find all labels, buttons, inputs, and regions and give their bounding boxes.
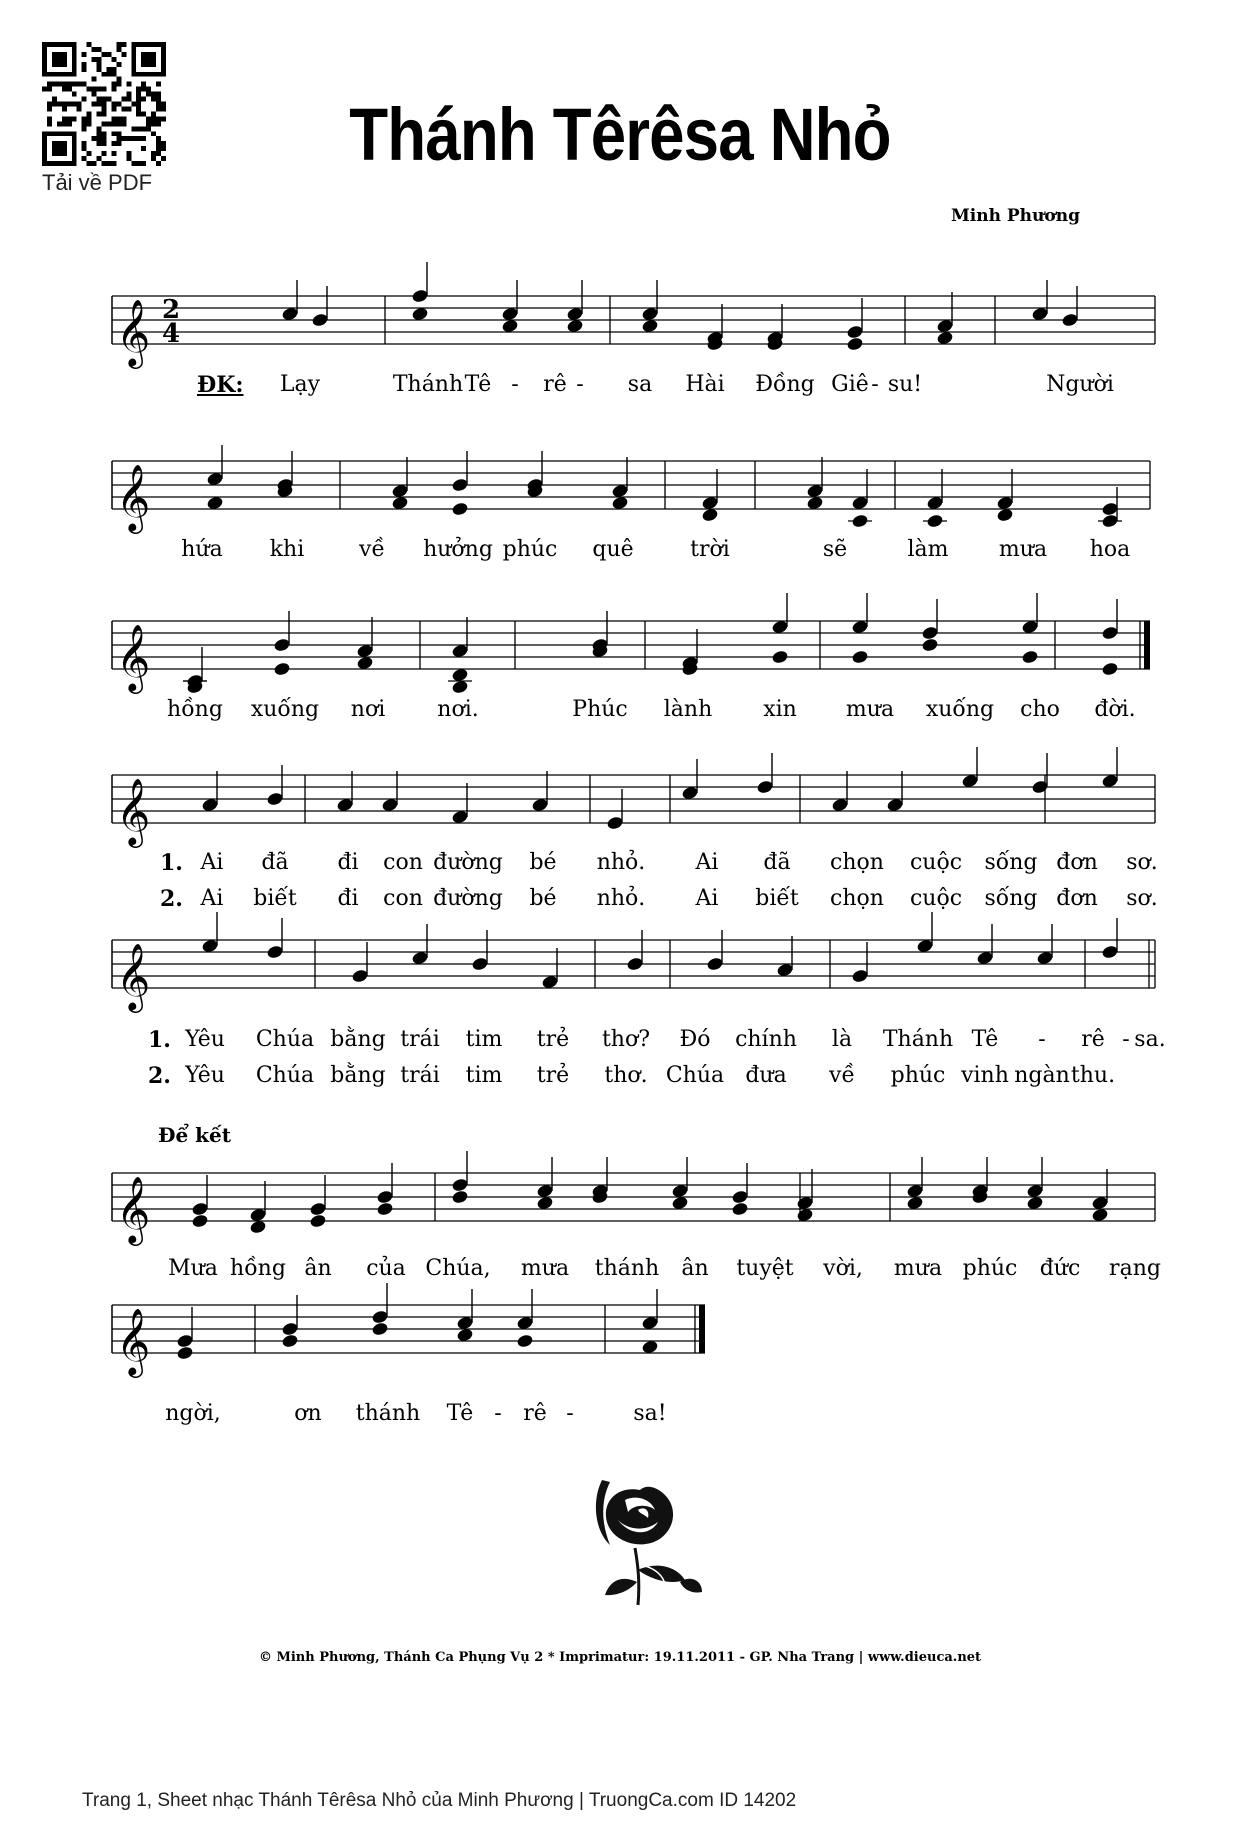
lyric-syllable: - <box>576 372 584 397</box>
lyric-syllable: trời <box>690 537 730 562</box>
notehead <box>451 1189 469 1204</box>
notehead <box>1101 501 1119 516</box>
lyric-syllable: khi <box>269 537 305 562</box>
lyric-syllable: Ai <box>200 886 224 911</box>
lyric-syllable: mưa <box>893 1256 943 1281</box>
rose-illustration <box>580 1470 710 1610</box>
lyric-syllable: đi <box>337 850 359 875</box>
lyric-syllable: rê <box>523 1401 547 1426</box>
notehead <box>309 1213 327 1228</box>
notehead <box>266 791 284 806</box>
lyric-syllable: hưởng <box>423 537 493 562</box>
lyric-syllable: rê <box>1081 1027 1105 1052</box>
lyric-syllable: Tê <box>464 372 492 397</box>
notehead <box>191 1213 209 1228</box>
lyric-syllable: phúc <box>890 1063 946 1088</box>
lyric-syllable: chọn <box>830 850 884 875</box>
song-title: Thánh Têrêsa Nhỏ <box>349 93 891 176</box>
notehead <box>176 1333 194 1348</box>
treble-clef-icon: 𝄞 <box>116 1307 151 1375</box>
staff-system <box>112 1173 1155 1221</box>
notehead <box>281 1333 299 1348</box>
lyric-syllable: bé <box>529 850 557 875</box>
staff-system <box>112 296 1155 344</box>
notehead <box>1061 312 1079 327</box>
time-signature-top: 2 <box>162 295 181 325</box>
notehead <box>411 288 429 303</box>
lyric-syllable: mưa <box>520 1256 570 1281</box>
lyric-syllable: Tê <box>446 1401 474 1426</box>
lyric-syllable: - <box>566 1401 574 1426</box>
lyric-syllable: Ai <box>200 850 224 875</box>
lyric-syllable: Ai <box>695 850 719 875</box>
final-barline-thick <box>1144 621 1150 669</box>
lyric-syllable: thơ? <box>601 1027 651 1052</box>
lyric-syllable: Tê <box>971 1027 999 1052</box>
lyric-syllable: hồng <box>167 697 223 722</box>
lyric-syllable: tuyệt <box>736 1256 794 1281</box>
lyric-syllable: đi <box>337 886 359 911</box>
lyric-syllable: mưa <box>845 697 895 722</box>
lyric-syllable: đức <box>1039 1256 1081 1281</box>
lyric-syllable: rạng <box>1109 1256 1161 1281</box>
lyric-syllable: - <box>494 1401 502 1426</box>
page-footer[interactable]: Trang 1, Sheet nhạc Thánh Têrêsa Nhỏ của Minh Phương | TruongCa.com ID 14202 <box>82 1790 797 1811</box>
notehead <box>1021 649 1039 664</box>
lyric-syllable: bằng <box>330 1063 386 1088</box>
notehead <box>281 1321 299 1336</box>
lyric-syllable: Đồng <box>755 372 815 397</box>
verse-number: 2. <box>160 886 183 912</box>
lyric-syllable: hồng <box>230 1256 286 1281</box>
lyric-syllable: đã <box>763 850 791 875</box>
lyric-syllable: nơi <box>350 697 386 722</box>
notehead <box>176 1345 194 1360</box>
lyric-syllable: thơ. <box>604 1063 648 1088</box>
lyric-syllable: sống <box>984 886 1038 911</box>
lyric-syllable: của <box>366 1256 406 1281</box>
lyric-syllable: - <box>871 372 879 397</box>
lyric-syllable: sơ. <box>1126 850 1158 875</box>
notehead <box>771 649 789 664</box>
lyric-syllable: cho <box>1020 697 1060 722</box>
lyric-syllable: mưa <box>998 537 1048 562</box>
lyric-syllable: Chúa, <box>425 1256 491 1281</box>
lyric-syllable: cuộc <box>909 850 963 875</box>
lyric-syllable: phúc <box>962 1256 1018 1281</box>
lyric-syllable: lành <box>663 697 713 722</box>
staff-system <box>112 1305 705 1353</box>
lyric-syllable: tim <box>465 1027 503 1052</box>
notehead <box>921 637 939 652</box>
lyric-syllable: biết <box>253 886 297 911</box>
lyric-syllable: đường <box>433 850 503 875</box>
lyric-syllable: chính <box>735 1027 797 1052</box>
lyric-syllable: hứa <box>181 537 223 562</box>
lyric-syllable: sa! <box>633 1401 667 1426</box>
final-barline-thick <box>699 1305 705 1353</box>
lyric-syllable: nhỏ. <box>596 850 646 875</box>
lyric-syllable: Yêu <box>185 1027 225 1052</box>
lyric-syllable: xuống <box>250 697 320 722</box>
lyric-syllable: hoa <box>1089 537 1131 562</box>
lyric-syllable: su! <box>887 372 923 397</box>
staff-system <box>112 621 1150 669</box>
lyric-syllable: thánh <box>355 1401 421 1426</box>
lyric-syllable: nhỏ. <box>596 886 646 911</box>
lyric-syllable: Yêu <box>185 1063 225 1088</box>
lyric-syllable: cuộc <box>909 886 963 911</box>
lyric-syllable: thu. <box>1070 1063 1116 1088</box>
lyric-syllable: Hài <box>685 372 725 397</box>
notehead <box>846 324 864 339</box>
lyric-syllable: đã <box>261 850 289 875</box>
lyric-syllable: trẻ <box>536 1063 570 1088</box>
lyric-syllable: vinh <box>961 1063 1009 1088</box>
lyric-syllable: về <box>359 537 385 562</box>
notehead <box>273 637 291 652</box>
lyric-syllable: con <box>383 850 423 875</box>
lyric-syllable: quê <box>592 537 634 562</box>
notehead <box>1031 779 1049 794</box>
lyric-syllable: Phúc <box>572 697 628 722</box>
lyric-syllable: Thánh <box>392 372 464 397</box>
lyric-syllable: ân <box>681 1256 709 1281</box>
notehead <box>351 968 369 983</box>
lyric-syllable: Mưa <box>168 1256 218 1281</box>
copyright-notice: © Minh Phương, Thánh Ca Phụng Vụ 2 * Imprimatur: 19.11.2011 - GP. Nha Trang | www.dieuca.net <box>258 1650 982 1665</box>
lyric-syllable: về <box>829 1063 855 1088</box>
lyric-syllable: sống <box>984 850 1038 875</box>
lyric-syllable: Chúa <box>665 1063 725 1088</box>
treble-clef-icon: 𝄞 <box>116 1175 151 1243</box>
lyric-syllable: đơn <box>1056 886 1098 911</box>
download-pdf-link[interactable]: Tải về PDF <box>42 170 153 195</box>
notehead <box>376 1189 394 1204</box>
lyric-syllable: - <box>1122 1027 1130 1052</box>
lyric-syllable: chọn <box>830 886 884 911</box>
notehead <box>851 968 869 983</box>
verse-number: 1. <box>160 850 183 876</box>
notehead <box>851 649 869 664</box>
notehead <box>626 956 644 971</box>
notehead <box>191 1201 209 1216</box>
notehead <box>1101 625 1119 640</box>
lyric-syllable: Thánh <box>882 1027 954 1052</box>
lyric-syllable: xin <box>763 697 797 722</box>
lyric-syllable: đơn <box>1056 850 1098 875</box>
lyric-syllable: - <box>1038 1027 1046 1052</box>
notehead <box>731 1189 749 1204</box>
lyric-syllable: sẽ <box>822 537 848 562</box>
lyric-syllable: ngời, <box>165 1401 221 1426</box>
verse-number: 2. <box>148 1063 171 1089</box>
notehead <box>309 1201 327 1216</box>
lyric-syllable: biết <box>755 886 799 911</box>
notehead <box>471 956 489 971</box>
lyric-syllable: ơn <box>294 1401 322 1426</box>
chorus-label: ĐK: <box>197 372 244 398</box>
lyric-syllable: - <box>511 372 519 397</box>
lyric-syllable: trái <box>400 1063 440 1088</box>
notehead <box>376 1201 394 1216</box>
time-signature-bottom: 4 <box>162 319 181 349</box>
composer-name: Minh Phương <box>950 206 1080 226</box>
lyric-syllable: trái <box>400 1027 440 1052</box>
lyric-syllable: đường <box>433 886 503 911</box>
notehead <box>371 1321 389 1336</box>
notehead <box>311 312 329 327</box>
lyric-syllable: phúc <box>502 537 558 562</box>
lyric-syllable: Đó <box>679 1027 711 1052</box>
lyric-syllable: rê <box>543 372 567 397</box>
lyric-syllable: nơi. <box>437 697 479 722</box>
coda-label: Để kết <box>158 1123 231 1147</box>
lyric-syllable: tim <box>465 1063 503 1088</box>
notehead <box>451 477 469 492</box>
lyric-syllable: đưa <box>745 1063 787 1088</box>
lyric-syllable: Người <box>1046 372 1114 397</box>
notehead <box>1101 944 1119 959</box>
notehead <box>1101 661 1119 676</box>
notehead <box>451 501 469 516</box>
notehead <box>516 1333 534 1348</box>
treble-clef-icon: 𝄞 <box>116 298 151 366</box>
lyric-syllable: Chúa <box>255 1063 315 1088</box>
notehead <box>451 1177 469 1192</box>
lyric-syllable: làm <box>907 537 949 562</box>
lyric-syllable: Giê <box>831 372 869 397</box>
lyric-syllable: bé <box>529 886 557 911</box>
lyric-syllable: ân <box>304 1256 332 1281</box>
lyric-syllable: Ai <box>695 886 719 911</box>
lyric-syllable: ngàn <box>1014 1063 1070 1088</box>
notehead <box>266 944 284 959</box>
lyric-syllable: sơ. <box>1126 886 1158 911</box>
notehead <box>921 625 939 640</box>
lyric-syllable: Chúa <box>255 1027 315 1052</box>
notehead <box>756 779 774 794</box>
notehead <box>846 336 864 351</box>
staff-system <box>112 461 1150 509</box>
notehead <box>371 1309 389 1324</box>
lyric-syllable: đời. <box>1094 697 1136 722</box>
notehead <box>731 1201 749 1216</box>
lyric-syllable: bằng <box>330 1027 386 1052</box>
treble-clef-icon: 𝄞 <box>116 463 151 531</box>
lyric-syllable: vời, <box>823 1256 863 1281</box>
lyric-syllable: trẻ <box>536 1027 570 1052</box>
lyric-syllable: Lạy <box>279 372 321 397</box>
lyric-syllable: xuống <box>925 697 995 722</box>
treble-clef-icon: 𝄞 <box>116 623 151 691</box>
lyric-syllable: con <box>383 886 423 911</box>
notehead <box>706 956 724 971</box>
lyric-syllable: sa <box>627 372 653 397</box>
notehead <box>606 815 624 830</box>
treble-clef-icon: 𝄞 <box>116 777 151 845</box>
treble-clef-icon: 𝄞 <box>116 942 151 1010</box>
notehead <box>273 661 291 676</box>
verse-number: 1. <box>148 1027 171 1053</box>
lyric-syllable: là <box>831 1027 853 1052</box>
lyric-syllable: sa. <box>1134 1027 1166 1052</box>
lyric-syllable: thánh <box>594 1256 660 1281</box>
